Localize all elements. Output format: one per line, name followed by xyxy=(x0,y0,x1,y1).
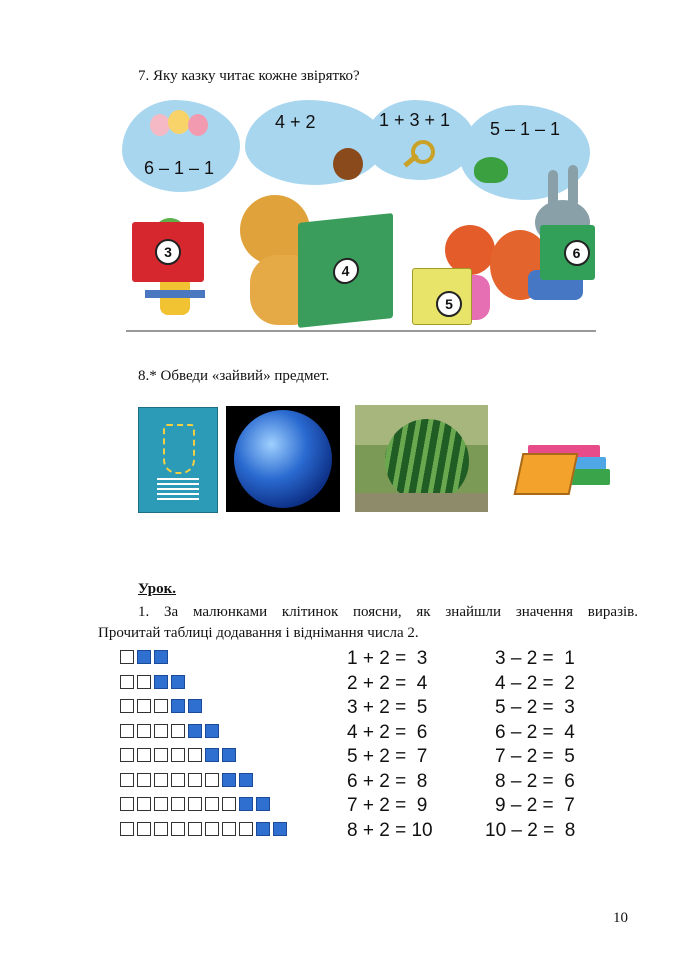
addition-equation: 7 + 2 = 9 xyxy=(347,795,428,816)
addition-equation: 8 + 2 = 10 xyxy=(347,819,433,841)
book-rabbit xyxy=(540,225,595,280)
globe-image xyxy=(226,406,340,512)
addition-equation: 2 + 2 = 4 xyxy=(347,672,428,694)
subtraction-equation: 8 – 2 = 6 xyxy=(495,770,575,792)
white-cell xyxy=(154,699,168,713)
book-bear xyxy=(298,213,393,328)
white-cell xyxy=(137,797,151,811)
cloud-2 xyxy=(245,100,385,185)
cell-row-5 xyxy=(120,748,239,762)
book-number-6: 6 xyxy=(564,240,590,266)
white-cell xyxy=(137,748,151,762)
white-cell xyxy=(154,797,168,811)
watermelon-image xyxy=(355,405,488,512)
white-cell xyxy=(188,822,202,836)
blue-cell xyxy=(154,650,168,664)
blue-cell xyxy=(222,773,236,787)
addition-equation: 1 + 2 = 3 xyxy=(347,648,428,669)
subtraction-equation: 9 – 2 = 7 xyxy=(495,795,575,816)
white-cell xyxy=(120,699,134,713)
page-number: 10 xyxy=(613,910,628,926)
pigs-icon xyxy=(150,108,210,144)
white-cell xyxy=(171,797,185,811)
stack-of-books-icon xyxy=(514,453,579,495)
cloud-3 xyxy=(365,100,475,180)
addition-equation: 3 + 2 = 5 xyxy=(347,697,428,718)
addition-equation: 5 + 2 = 7 xyxy=(347,746,428,767)
lesson-text-line1: 1. За малюнками клітинок поясни, як знайшли значення виразів. xyxy=(138,604,638,620)
cloud-expr-4: 5 – 1 – 1 xyxy=(490,119,561,139)
blue-cell xyxy=(239,797,253,811)
subtraction-equation: 5 – 2 = 3 xyxy=(495,697,575,718)
blue-cell xyxy=(188,724,202,738)
white-cell xyxy=(154,822,168,836)
white-cell xyxy=(137,773,151,787)
trident-icon xyxy=(163,424,195,474)
white-cell xyxy=(171,724,185,738)
blue-cell xyxy=(171,675,185,689)
white-cell xyxy=(120,748,134,762)
lesson-heading: Урок. xyxy=(138,581,177,597)
addition-equation: 4 + 2 = 6 xyxy=(347,721,428,743)
white-cell xyxy=(188,773,202,787)
blue-cell xyxy=(273,822,287,836)
white-cell xyxy=(120,650,134,664)
blue-cell xyxy=(171,699,185,713)
white-cell xyxy=(188,748,202,762)
white-cell xyxy=(120,822,134,836)
blue-cell xyxy=(154,675,168,689)
blue-cell xyxy=(256,822,270,836)
cell-row-4 xyxy=(120,724,222,738)
blue-cell xyxy=(205,748,219,762)
white-cell xyxy=(154,773,168,787)
earth-globe-icon xyxy=(234,410,332,508)
subtraction-equation: 10 – 2 = 8 xyxy=(485,819,576,841)
cloud-expr-2: 4 + 2 xyxy=(275,112,316,132)
white-cell xyxy=(205,822,219,836)
white-cell xyxy=(120,797,134,811)
subtraction-equation: 3 – 2 = 1 xyxy=(495,648,575,669)
bear-toy-icon xyxy=(333,148,363,180)
book-frog xyxy=(132,222,204,282)
cloud-expr-1: 6 – 1 – 1 xyxy=(144,158,215,178)
white-cell xyxy=(137,822,151,836)
book-number-4: 4 xyxy=(333,256,359,285)
frog-toy-icon xyxy=(474,157,508,183)
white-cell xyxy=(120,675,134,689)
watermelon-icon xyxy=(385,419,469,503)
white-cell xyxy=(154,748,168,762)
cell-row-6 xyxy=(120,773,256,787)
task7-title: 7. Яку казку читає кожне звірятко? xyxy=(138,68,360,84)
subtraction-equation: 6 – 2 = 4 xyxy=(495,721,575,743)
blue-cell xyxy=(239,773,253,787)
white-cell xyxy=(120,724,134,738)
blue-cell xyxy=(205,724,219,738)
lesson-text-line2: Прочитай таблиці додавання і віднімання числа 2. xyxy=(98,625,419,641)
cell-row-7 xyxy=(120,797,273,811)
white-cell xyxy=(205,773,219,787)
white-cell xyxy=(171,822,185,836)
white-cell xyxy=(171,748,185,762)
book-number-5: 5 xyxy=(436,291,462,317)
books-image xyxy=(514,443,614,498)
white-cell xyxy=(188,797,202,811)
white-cell xyxy=(137,675,151,689)
blue-cell xyxy=(188,699,202,713)
white-cell xyxy=(171,773,185,787)
book-number-3: 3 xyxy=(155,239,181,265)
cell-row-8 xyxy=(120,822,290,836)
notebook-image xyxy=(138,407,218,513)
cloud-left xyxy=(122,100,240,192)
white-cell xyxy=(154,724,168,738)
blue-cell xyxy=(256,797,270,811)
addition-equation: 6 + 2 = 8 xyxy=(347,770,428,792)
white-cell xyxy=(137,724,151,738)
white-cell xyxy=(222,797,236,811)
task8-title: 8.* Обведи «зайвий» предмет. xyxy=(138,368,330,384)
blue-cell xyxy=(222,748,236,762)
subtraction-equation: 4 – 2 = 2 xyxy=(495,672,575,694)
white-cell xyxy=(239,822,253,836)
cloud-expr-3: 1 + 3 + 1 xyxy=(379,110,451,130)
subtraction-equation: 7 – 2 = 5 xyxy=(495,746,575,767)
white-cell xyxy=(222,822,236,836)
cell-row-2 xyxy=(120,675,188,689)
blue-cell xyxy=(137,650,151,664)
white-cell xyxy=(120,773,134,787)
white-cell xyxy=(137,699,151,713)
book-squirrel xyxy=(412,268,472,325)
cell-row-3 xyxy=(120,699,205,713)
white-cell xyxy=(205,797,219,811)
cell-row-1 xyxy=(120,650,171,664)
